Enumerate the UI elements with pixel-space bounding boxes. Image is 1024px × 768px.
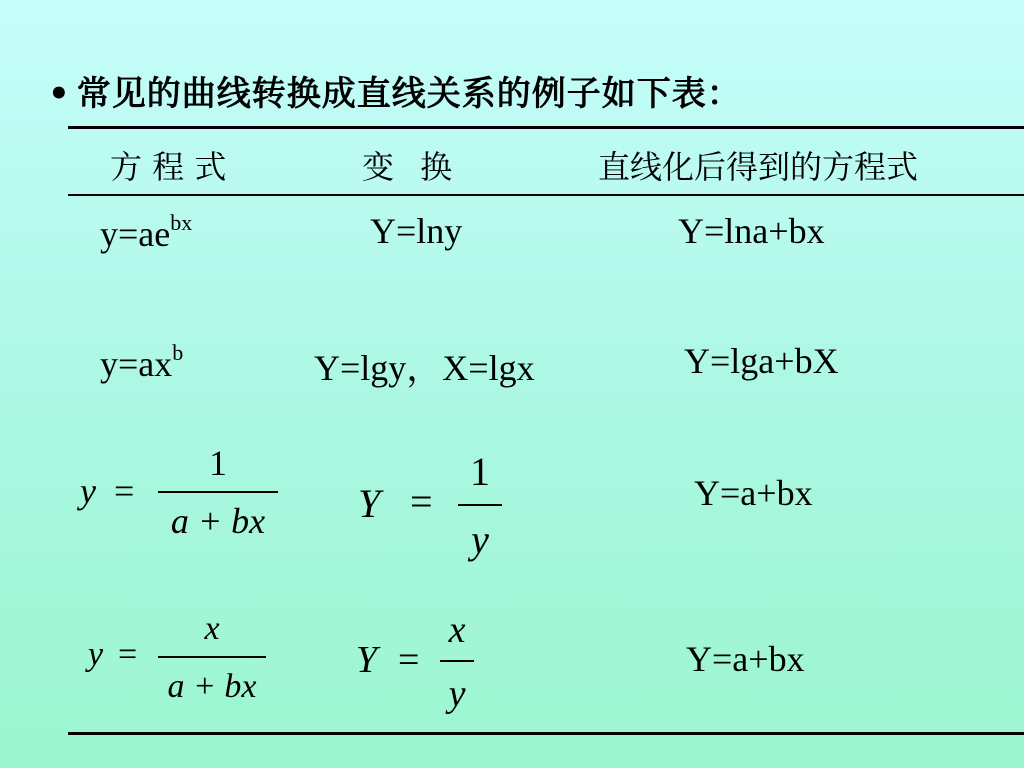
row3-equation-fraction-bar [158,491,278,493]
row4-transform-equals: = [398,639,420,681]
table-top-rule [68,126,1024,129]
table-bottom-rule [68,732,1024,735]
row3-result: Y=a+bx [694,473,813,513]
row2-equation [100,340,183,385]
row3-transform-equals: = [410,479,433,524]
slide-title [48,66,742,115]
row1-transform: Y=lny [370,211,463,251]
row4-transform-denominator: y [448,673,466,715]
row4-equation-fraction-bar [158,656,266,658]
bullet-icon: • [48,74,71,114]
row3-equation-equals: = [114,471,135,511]
row3-transform-numerator: 1 [470,449,490,494]
row1-equation [100,210,192,255]
row4-transform-fraction-bar [440,660,474,662]
title-text: 常见的曲线转换成直线关系的例子如下表： [76,74,742,114]
header-transform: 变 换 [362,148,461,186]
row3-equation-lhs: y [80,471,96,511]
row1-equation-base: y=ae [100,214,171,254]
row1-result: Y=lna+bx [678,211,825,251]
row2-result: Y=lga+bX [684,341,839,381]
table-header-rule [68,194,1024,196]
row2-transform: Y=lgy，X=lgx [314,348,535,388]
row2-equation-base: y=ax [100,344,173,384]
row3-equation-denominator: a + bx [170,501,266,541]
row4-equation-denominator: a + bx [167,668,257,705]
row4-result: Y=a+bx [686,639,805,679]
row3-equation-numerator: 1 [209,443,227,483]
header-linear-equation: 直线化后得到的方程式 [598,148,919,186]
row3-transform-fraction-bar [458,504,502,506]
row4-equation-equals: = [118,636,138,673]
row1-equation-exponent: bx [170,210,193,235]
row3-transform-denominator: y [471,517,489,562]
row4-equation-numerator: x [204,610,220,647]
header-equation: 方 程 式 [110,148,227,186]
row2-equation-exponent: b [172,340,184,365]
row4-transform-lhs: Y [356,639,378,681]
row3-transform-lhs: Y [358,481,381,526]
row4-transform-numerator: x [448,609,466,651]
row4-equation-lhs: y [88,636,104,673]
